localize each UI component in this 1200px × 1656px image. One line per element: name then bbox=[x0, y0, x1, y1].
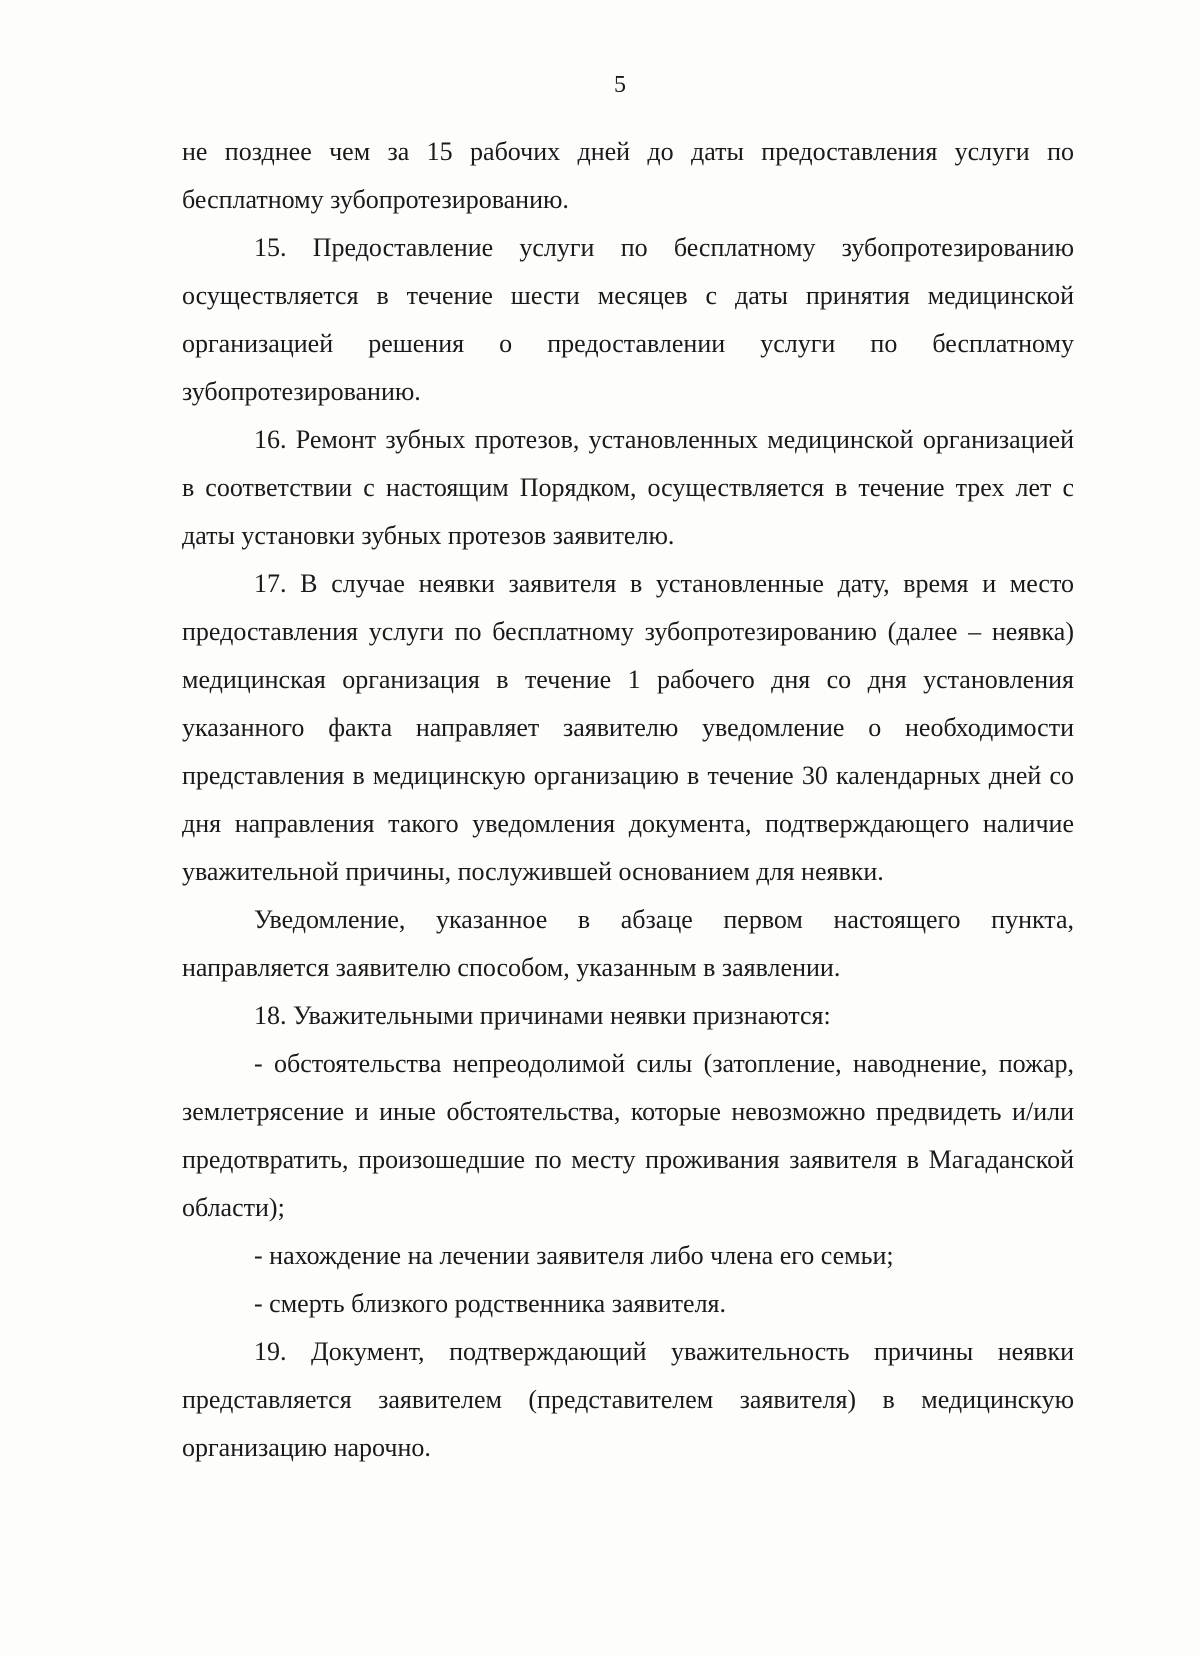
paragraph-continuation: не позднее чем за 15 рабочих дней до даты предоставления услуги по бесплатному зубопротезированию. bbox=[182, 137, 1074, 214]
paragraph-18-item-death: - смерть близкого родственника заявителя. bbox=[254, 1289, 726, 1318]
paragraph-19: 19. Документ, подтверждающий уважительность причины неявки представляется заявителем (представителем заявителя) в медицинскую организацию нарочно. bbox=[182, 1337, 1074, 1462]
paragraph-16: 16. Ремонт зубных протезов, установленных медицинской организацией в соответствии с настоящим Порядком, осуществляется в течение трех лет с даты установки зубных протезов заявителю. bbox=[182, 425, 1074, 550]
paragraph-18: 18. Уважительными причинами неявки признаются: bbox=[254, 1001, 831, 1030]
document-body bbox=[182, 128, 1074, 1472]
paragraph-18-item-force-majeure: - обстоятельства непреодолимой силы (затопление, наводнение, пожар, землетрясение и иные обстоятельства, которые невозможно предвидеть и/или предотвратить, произошедшие по месту проживания заявителя в Магаданской области); bbox=[182, 1049, 1074, 1222]
page-number: 5 bbox=[614, 72, 626, 98]
paragraph-18-item-treatment: - нахождение на лечении заявителя либо члена его семьи; bbox=[254, 1241, 894, 1270]
paragraph-15: 15. Предоставление услуги по бесплатному зубопротезированию осуществляется в течение шести месяцев с даты принятия медицинской организацией решения о предоставлении услуги по бесплатному зубопротезированию. bbox=[182, 233, 1074, 406]
paragraph-17: 17. В случае неявки заявителя в установленные дату, время и место предоставления услуги по бесплатному зубопротезированию (далее – неявка) медицинская организация в течение 1 рабочего дня со дня установления указанного факта направляет заявителю уведомление о необходимости представления в медицинскую организацию в течение 30 календарных дней со дня направления такого уведомления документа, подтверждающего наличие уважительной причины, послужившей основанием для неявки. bbox=[182, 569, 1074, 886]
paragraph-17-notice: Уведомление, указанное в абзаце первом настоящего пункта, направляется заявителю способом, указанным в заявлении. bbox=[182, 905, 1074, 982]
